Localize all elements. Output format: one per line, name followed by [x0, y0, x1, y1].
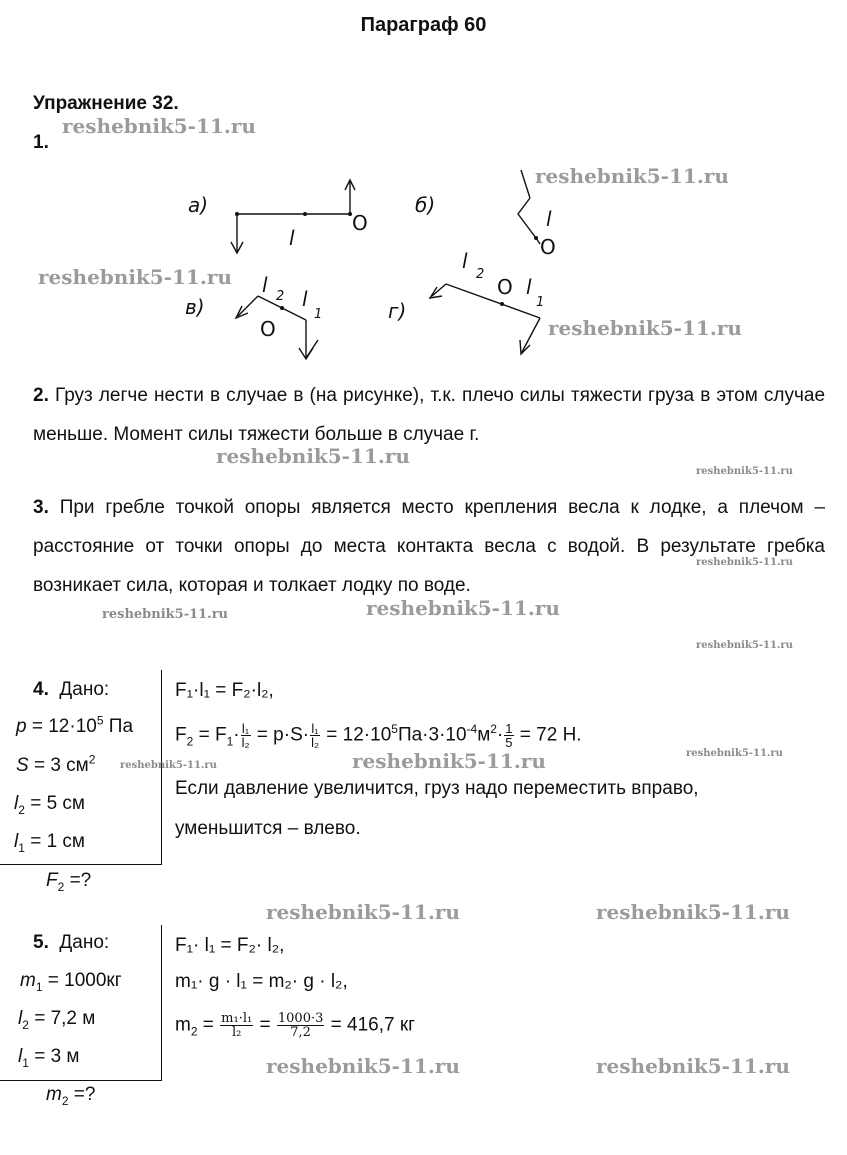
watermark: reshebnik5-11.ru [266, 1054, 460, 1078]
q5-equation-2: m₁· g · l₁ = m₂· g · l₂, [175, 971, 348, 992]
watermark-small: reshebnik5-11.ru [686, 748, 783, 759]
watermark: reshebnik5-11.ru [596, 900, 790, 924]
watermark: reshebnik5-11.ru [596, 1054, 790, 1078]
diagram-label-g: г) [388, 299, 407, 323]
q5-equation-1: F₁· l₁ = F₂· l₂, [175, 935, 285, 956]
q4-find: $F_2$ =? [46, 870, 92, 894]
q4-given-header [33, 679, 109, 701]
diagram-g-force-down [522, 318, 540, 352]
svg-text:2: 2 [476, 267, 485, 282]
diagram-g-l2-label: l [462, 249, 468, 273]
diagram-b-pivot-label: O [540, 235, 556, 259]
q4-given-S: S = 3 $см^2$ [16, 752, 96, 776]
watermark-small: reshebnik5-11.ru [696, 466, 793, 477]
watermark: reshebnik5-11.ru [366, 596, 560, 620]
svg-text:1: 1 [536, 295, 545, 310]
q4-conclusion-line-2: уменьшится – влево. [175, 818, 361, 839]
q3-text: При гребле точкой опоры является место крепления весла к лодке, а плечом – расстояние от точки опоры до места контакта весла с водой. В результате гребка возникает сила, которая и толкает лодку по воде. [33, 497, 826, 596]
diagram-v-l2-label: l [262, 273, 268, 297]
diagram-g-l1-label: l [526, 275, 532, 299]
q4-given-l2: $l_2 = 5$ см [14, 793, 85, 817]
q5-given-header [33, 932, 109, 954]
watermark: reshebnik5-11.ru [216, 444, 410, 468]
q5-equation-3: $m_2$ = $\frac{\text{m₁·l₁}}{\text{l₂}}$ = $\frac{1000\cdot 3}{7,2}$ = 416,7 кг [175, 1011, 416, 1040]
diagram-label-v: в) [185, 295, 205, 319]
watermark-small: reshebnik5-11.ru [120, 760, 217, 771]
diagram-g-force-left [432, 284, 446, 296]
watermark: reshebnik5-11.ru [535, 164, 729, 188]
q5-find: $m_2$ =? [46, 1084, 96, 1108]
watermark: reshebnik5-11.ru [352, 749, 546, 773]
watermark-small: reshebnik5-11.ru [696, 557, 793, 568]
diagram-b-arm-label: l [546, 207, 552, 231]
diagram-label-b: б) [415, 193, 436, 217]
q1-number: 1. [33, 132, 49, 153]
q2-answer [33, 376, 825, 454]
diagram-v-l1-label: l [302, 287, 308, 311]
watermark-small: reshebnik5-11.ru [102, 607, 229, 622]
diagram-a-pivot-label: O [352, 211, 368, 235]
q4-equation-2: $F_2 = F_1\cdot$ $\frac{\text{l₁}}{\text{l₂}}$ = p·S· $\frac{\text{l₁}}{\text{l₂}}$ = $12\cdot 10^5Па\cdot 3\cdot 10^{-4}м^2\cdot$ $\frac{1}{5}$ = 72 Н. [175, 721, 582, 750]
diagram-g-pivot-label: O [497, 275, 513, 299]
diagram-label-a: а) [188, 193, 209, 217]
diagram-a-arm-label: l [289, 226, 295, 250]
q5-given-l2: $l_2 = 7,2$ м [18, 1008, 96, 1032]
q2-text: Груз легче нести в случае в (на рисунке), т.к. плечо силы тяжести груза в этом случае меньше. Момент силы тяжести больше в случае г. [33, 385, 826, 445]
q4-given-l1: $l_1 = 1$ см [14, 831, 85, 855]
q2-number: 2. [33, 385, 49, 406]
q4-equation-1: F₁·l₁ = F₂·l₂, [175, 680, 274, 701]
q5-number: 5. [33, 932, 49, 953]
watermark: reshebnik5-11.ru [266, 900, 460, 924]
diagram-v-pivot-label: O [260, 317, 276, 341]
svg-text:1: 1 [314, 307, 323, 322]
q4-given-label: Дано: [59, 679, 110, 700]
q4-number: 4. [33, 679, 49, 700]
q5-given-l1: $l_1 = 3$ м [18, 1046, 80, 1070]
watermark-small: reshebnik5-11.ru [696, 640, 793, 651]
q4-conclusion-line-1: Если давление увеличится, груз надо переместить вправо, [175, 778, 699, 799]
diagram-b-lever [518, 198, 536, 238]
q5-given-label: Дано: [59, 932, 110, 953]
page-title: Параграф 60 [360, 14, 487, 36]
exercise-title: Упражнение 32. [33, 93, 179, 114]
svg-text:2: 2 [276, 289, 285, 304]
q3-answer [33, 488, 825, 605]
q3-number: 3. [33, 497, 49, 518]
watermark: reshebnik5-11.ru [548, 316, 742, 340]
q4-given-p: $p = 12\cdot 10^5$ Па [16, 713, 134, 737]
q5-given-m1: $m_1 = 1000кг$ [20, 970, 122, 994]
watermark: reshebnik5-11.ru [62, 114, 256, 138]
watermark: reshebnik5-11.ru [38, 265, 232, 289]
